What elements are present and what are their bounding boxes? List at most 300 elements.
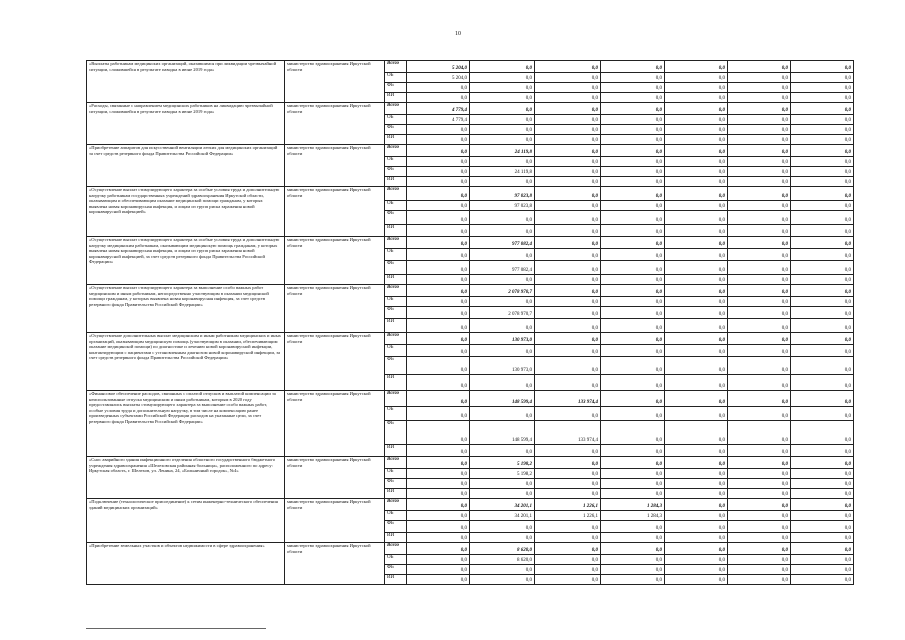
amount-cell: 0,0 [665,145,728,157]
amount-cell: 0,0 [665,479,728,489]
amount-cell: 0,0 [728,83,791,93]
amount-cell: 0,0 [791,261,854,275]
amount-cell: 34 201,1 [470,511,535,521]
amount-cell: 0,0 [665,533,728,543]
amount-cell: 0,0 [728,319,791,333]
program-executor: министерство здравоохранения Иркутской области [285,333,385,391]
amount-cell: 0,0 [470,135,535,145]
amount-cell: 0,0 [407,167,470,177]
amount-cell: 8 620,0 [470,555,535,565]
amount-cell: 0,0 [407,457,470,469]
program-description: «Подключение (технологическое присоединение) к сетям инженерно-технического обеспечения зданий медицинских организаций» [87,499,285,543]
table-row [87,543,854,555]
amount-cell: 0,0 [601,575,665,585]
amount-cell: 0,0 [535,469,601,479]
amount-cell: 0,0 [791,201,854,211]
amount-cell: 0,0 [601,201,665,211]
amount-cell: 133 974,4 [535,391,601,407]
amount-cell: 0,0 [665,73,728,83]
amount-cell: 0,0 [470,83,535,93]
funding-source: ФБ [385,479,407,489]
amount-cell: 0,0 [791,489,854,499]
amount-cell: 0,0 [665,319,728,333]
amount-cell: 0,0 [601,187,665,201]
amount-cell: 0,0 [665,125,728,135]
amount-cell: 0,0 [665,407,728,421]
funding-source: ОБ [385,511,407,521]
amount-cell: 0,0 [470,297,535,307]
amount-cell: 0,0 [407,225,470,237]
funding-source: Всего [385,237,407,249]
amount-cell: 0,0 [535,275,601,285]
amount-cell: 0,0 [665,499,728,511]
program-description: «Осуществление выплат стимулирующего характера за особые условия труда и дополнительную нагрузку медицинским работникам, оказывающим медицинскую помощь гражданам, у которых выявлена новая коронавирусная инфекция, и лицам из групп риска заражения новой коронавирусной инфекцией, за счет средств резервного фонда Правительства Российской Федерации» [87,237,285,285]
amount-cell: 1 226,1 [535,499,601,511]
amount-cell: 0,0 [665,543,728,555]
amount-cell: 0,0 [535,357,601,375]
amount-cell: 2 078 970,7 [470,285,535,297]
amount-cell: 0,0 [791,469,854,479]
amount-cell: 0,0 [601,521,665,533]
amount-cell: 0,0 [665,211,728,225]
funding-source: ИИ [385,375,407,391]
amount-cell: 0,0 [535,489,601,499]
amount-cell: 0,0 [601,157,665,167]
program-description: «Осуществление выплат стимулирующего характера за выполнение особо важных работ медицинским и иным работникам, непосредственно участвующим в оказании медицинской помощи гражданам, у которых выявлена новая коронавирусная инфекция, за счет средств резервного фонда Правительства Российской Федерации» [87,285,285,333]
amount-cell: 0,0 [728,575,791,585]
amount-cell: 0,0 [407,135,470,145]
amount-cell: 0,0 [791,167,854,177]
program-description: «Выплаты работникам медицинских организаций, оказавшимся при ликвидации чрезвычайной ситуации, сложившейся в результате паводка в июне 2019 года» [87,61,285,103]
amount-cell: 0,0 [665,249,728,261]
program-description: «Приобретение земельных участков и объектов недвижимости в сфере здравоохранения» [87,543,285,585]
amount-cell: 0,0 [601,103,665,115]
amount-cell: 0,0 [407,249,470,261]
amount-cell: 0,0 [535,555,601,565]
amount-cell: 0,0 [728,565,791,575]
funding-source: ФБ [385,521,407,533]
amount-cell: 0,0 [665,457,728,469]
amount-cell: 0,0 [728,511,791,521]
amount-cell: 0,0 [728,357,791,375]
amount-cell: 0,0 [601,125,665,135]
amount-cell: 0,0 [470,565,535,575]
amount-cell: 0,0 [470,521,535,533]
amount-cell: 97 023,8 [470,187,535,201]
amount-cell: 0,0 [728,445,791,457]
table-row [87,61,854,73]
amount-cell: 0,0 [470,345,535,357]
amount-cell: 0,0 [601,177,665,187]
amount-cell: 0,0 [728,297,791,307]
amount-cell: 0,0 [601,479,665,489]
amount-cell: 0,0 [665,177,728,187]
amount-cell: 0,0 [791,555,854,565]
program-description: «Финансовое обеспечение расходов, связанных с оплатой отпусков и выплатой компенсации за неиспользованные отпуска медицинским и иным работникам, которым в 2020 году предоставлялись выплаты стимулирующего характера за выполнение особо важных работ, особые условия труда и дополнительную нагрузку, в том числе на компенсацию ранее произведенных субъектами Российской Федерации расходов на указанные цели, за счет резервного фонда Правительства Российской Федерации» [87,391,285,457]
amount-cell: 0,0 [407,275,470,285]
table-row [87,391,854,407]
amount-cell: 0,0 [665,575,728,585]
amount-cell: 0,0 [601,469,665,479]
funding-source: ОБ [385,157,407,167]
amount-cell: 0,0 [470,445,535,457]
amount-cell: 0,0 [601,73,665,83]
funding-source: ОБ [385,555,407,565]
amount-cell: 133 974,4 [535,421,601,445]
table-row [87,145,854,157]
amount-cell: 0,0 [665,469,728,479]
amount-cell: 977 082,4 [470,237,535,249]
funding-source: Всего [385,61,407,73]
amount-cell: 0,0 [601,565,665,575]
funding-source: ИИ [385,319,407,333]
table-row [87,333,854,345]
amount-cell: 0,0 [728,135,791,145]
program-description: «Осуществление выплат стимулирующего характера за особые условия труда и дополнительную нагрузку работникам государственных учреждений здравоохранения Иркутской области, оказывающим и обеспечивающим оказание медицинской помощи гражданам, у которых выявлена новая коронавирусная инфекция, и лицам из групп риска заражения новой коронавирусной инфекцией» [87,187,285,237]
amount-cell: 0,0 [791,275,854,285]
amount-cell: 0,0 [665,275,728,285]
amount-cell: 0,0 [470,319,535,333]
amount-cell: 0,0 [601,375,665,391]
amount-cell: 0,0 [470,211,535,225]
amount-cell: 0,0 [791,103,854,115]
table-row [87,237,854,249]
funding-source: ОБ [385,249,407,261]
amount-cell: 0,0 [665,307,728,319]
funding-source: ИИ [385,225,407,237]
amount-cell: 0,0 [791,375,854,391]
amount-cell: 0,0 [470,61,535,73]
amount-cell: 0,0 [535,285,601,297]
amount-cell: 0,0 [665,333,728,345]
amount-cell: 0,0 [665,61,728,73]
amount-cell: 0,0 [665,565,728,575]
funding-source: ИИ [385,275,407,285]
amount-cell: 0,0 [470,407,535,421]
amount-cell: 0,0 [791,297,854,307]
amount-cell: 0,0 [407,565,470,575]
amount-cell: 0,0 [601,135,665,145]
amount-cell: 0,0 [470,479,535,489]
amount-cell: 0,0 [535,445,601,457]
amount-cell: 0,0 [535,83,601,93]
amount-cell: 5 198,2 [470,469,535,479]
amount-cell: 0,0 [791,421,854,445]
amount-cell: 0,0 [407,391,470,407]
funding-source: Всего [385,187,407,201]
funding-source: ИИ [385,533,407,543]
funding-source: Всего [385,457,407,469]
amount-cell: 0,0 [535,575,601,585]
funding-source: ФБ [385,307,407,319]
amount-cell: 0,0 [728,177,791,187]
amount-cell: 0,0 [407,421,470,445]
amount-cell: 0,0 [665,261,728,275]
amount-cell: 0,0 [535,145,601,157]
amount-cell: 0,0 [470,157,535,167]
amount-cell: 0,0 [601,555,665,565]
funding-source: ОБ [385,345,407,357]
amount-cell: 0,0 [601,167,665,177]
funding-source: ОБ [385,407,407,421]
amount-cell: 0,0 [728,261,791,275]
amount-cell: 0,0 [665,93,728,103]
amount-cell: 0,0 [791,225,854,237]
amount-cell: 0,0 [535,167,601,177]
amount-cell: 0,0 [791,285,854,297]
funding-source: Всего [385,285,407,297]
amount-cell: 24 119,8 [470,167,535,177]
amount-cell: 0,0 [407,555,470,565]
amount-cell: 0,0 [601,237,665,249]
amount-cell: 0,0 [665,445,728,457]
amount-cell: 0,0 [470,125,535,135]
funding-source: ИИ [385,445,407,457]
amount-cell: 5 204,0 [407,61,470,73]
funding-source: ИИ [385,489,407,499]
amount-cell: 0,0 [407,479,470,489]
amount-cell: 0,0 [601,307,665,319]
table-row [87,499,854,511]
amount-cell: 2 078 970,7 [470,307,535,319]
amount-cell: 0,0 [728,469,791,479]
amount-cell: 0,0 [665,521,728,533]
amount-cell: 0,0 [535,249,601,261]
amount-cell: 0,0 [601,445,665,457]
amount-cell: 148 599,4 [470,391,535,407]
amount-cell: 0,0 [407,357,470,375]
amount-cell: 0,0 [535,177,601,187]
amount-cell: 0,0 [665,157,728,167]
amount-cell: 0,0 [407,145,470,157]
amount-cell: 0,0 [535,319,601,333]
amount-cell: 0,0 [470,115,535,125]
amount-cell: 0,0 [728,93,791,103]
funding-source: ФБ [385,125,407,135]
funding-source: ОБ [385,73,407,83]
amount-cell: 0,0 [535,521,601,533]
amount-cell: 0,0 [601,297,665,307]
amount-cell: 0,0 [407,521,470,533]
amount-cell: 0,0 [407,93,470,103]
amount-cell: 0,0 [535,157,601,167]
amount-cell: 0,0 [470,93,535,103]
amount-cell: 0,0 [407,307,470,319]
amount-cell: 0,0 [535,115,601,125]
amount-cell: 0,0 [601,533,665,543]
amount-cell: 0,0 [728,249,791,261]
amount-cell: 130 973,0 [470,357,535,375]
funding-source: ИИ [385,135,407,145]
amount-cell: 0,0 [665,421,728,445]
funding-source: Всего [385,543,407,555]
amount-cell: 0,0 [728,115,791,125]
amount-cell: 0,0 [535,61,601,73]
amount-cell: 0,0 [535,103,601,115]
amount-cell: 0,0 [728,479,791,489]
amount-cell: 0,0 [407,187,470,201]
amount-cell: 0,0 [791,145,854,157]
amount-cell: 0,0 [601,543,665,555]
amount-cell: 0,0 [728,275,791,285]
funding-source: ФБ [385,421,407,445]
funding-source: Всего [385,499,407,511]
amount-cell: 0,0 [791,391,854,407]
amount-cell: 0,0 [535,297,601,307]
amount-cell: 0,0 [601,345,665,357]
amount-cell: 1 284,3 [601,499,665,511]
amount-cell: 0,0 [535,307,601,319]
amount-cell: 0,0 [728,125,791,135]
amount-cell: 97 023,8 [470,201,535,211]
amount-cell: 0,0 [665,167,728,177]
funding-source: ФБ [385,565,407,575]
amount-cell: 0,0 [601,421,665,445]
amount-cell: 4 779,4 [407,115,470,125]
amount-cell: 0,0 [791,93,854,103]
amount-cell: 0,0 [665,135,728,145]
amount-cell: 0,0 [535,93,601,103]
amount-cell: 0,0 [665,103,728,115]
amount-cell: 0,0 [470,249,535,261]
program-executor: министерство здравоохранения Иркутской области [285,145,385,187]
amount-cell: 0,0 [728,421,791,445]
amount-cell: 0,0 [601,83,665,93]
amount-cell: 0,0 [601,61,665,73]
amount-cell: 0,0 [728,211,791,225]
amount-cell: 0,0 [728,521,791,533]
funding-source: ИИ [385,575,407,585]
amount-cell: 0,0 [535,407,601,421]
amount-cell: 0,0 [535,457,601,469]
program-description: «Снос аварийного здания инфекционного отделения областного государственного бюджетного учреждения здравоохранения «Шелеховская районная больница», расположенного по адресу: Иркутская область, г. Шелехов, ул. Ленина, 24, «Больничный городок», №4» [87,457,285,499]
amount-cell: 0,0 [407,201,470,211]
amount-cell: 0,0 [665,187,728,201]
program-description: «Расходы, связанные с направлением медицинских работников на ликвидацию чрезвычайной ситуации, сложившейся в результате паводка в июне 2019 года» [87,103,285,145]
amount-cell: 1 284,3 [601,511,665,521]
amount-cell: 0,0 [535,211,601,225]
amount-cell: 34 201,1 [470,499,535,511]
amount-cell: 0,0 [470,489,535,499]
amount-cell: 0,0 [535,565,601,575]
amount-cell: 0,0 [665,511,728,521]
amount-cell: 0,0 [665,555,728,565]
funding-source: ФБ [385,357,407,375]
amount-cell: 0,0 [728,543,791,555]
amount-cell: 0,0 [791,521,854,533]
amount-cell: 0,0 [665,345,728,357]
amount-cell: 5 204,0 [407,73,470,83]
amount-cell: 0,0 [728,333,791,345]
amount-cell: 0,0 [470,103,535,115]
amount-cell: 0,0 [470,73,535,83]
amount-cell: 0,0 [535,345,601,357]
amount-cell: 0,0 [535,261,601,275]
amount-cell: 0,0 [407,375,470,391]
amount-cell: 0,0 [470,177,535,187]
amount-cell: 0,0 [601,225,665,237]
amount-cell: 0,0 [407,177,470,187]
amount-cell: 0,0 [728,167,791,177]
amount-cell: 130 973,0 [470,333,535,345]
amount-cell: 0,0 [728,533,791,543]
amount-cell: 0,0 [535,225,601,237]
amount-cell: 0,0 [728,285,791,297]
funding-source: ФБ [385,167,407,177]
amount-cell: 0,0 [791,187,854,201]
amount-cell: 0,0 [535,237,601,249]
amount-cell: 0,0 [407,575,470,585]
program-executor: министерство здравоохранения Иркутской области [285,61,385,103]
amount-cell: 0,0 [470,375,535,391]
amount-cell: 0,0 [535,135,601,145]
amount-cell: 0,0 [407,297,470,307]
amount-cell: 0,0 [728,73,791,83]
amount-cell: 24 119,8 [470,145,535,157]
amount-cell: 0,0 [407,211,470,225]
table-row [87,187,854,201]
amount-cell: 0,0 [728,201,791,211]
program-executor: министерство здравоохранения Иркутской области [285,285,385,333]
table-row [87,285,854,297]
amount-cell: 0,0 [601,93,665,103]
amount-cell: 0,0 [728,225,791,237]
amount-cell: 0,0 [407,157,470,167]
amount-cell: 0,0 [791,177,854,187]
amount-cell: 0,0 [791,445,854,457]
amount-cell: 0,0 [791,319,854,333]
amount-cell: 0,0 [470,533,535,543]
amount-cell: 0,0 [535,73,601,83]
amount-cell: 0,0 [791,135,854,145]
amount-cell: 0,0 [791,407,854,421]
amount-cell: 0,0 [728,391,791,407]
amount-cell: 0,0 [407,499,470,511]
program-description: «Осуществление дополнительных выплат медицинским и иным работникам медицинских и иных организаций, оказывающим медицинскую помощь (участвующим в оказании, обеспечивающим оказание медицинской помощи) по диагностике и лечению новой коронавирусной инфекции, контактирующим с пациентами с установленным диагнозом новой коронавирусной инфекции, за счет средств резервного фонда Правительства Российской Федерации» [87,333,285,391]
amount-cell: 0,0 [601,145,665,157]
amount-cell: 0,0 [728,489,791,499]
amount-cell: 0,0 [535,125,601,135]
program-executor: министерство здравоохранения Иркутской области [285,543,385,585]
amount-cell: 0,0 [791,211,854,225]
amount-cell: 0,0 [665,83,728,93]
amount-cell: 0,0 [728,375,791,391]
amount-cell: 0,0 [791,237,854,249]
amount-cell: 0,0 [728,457,791,469]
amount-cell: 0,0 [791,511,854,521]
amount-cell: 0,0 [728,237,791,249]
amount-cell: 0,0 [728,345,791,357]
amount-cell: 0,0 [601,333,665,345]
amount-cell: 0,0 [601,261,665,275]
amount-cell: 0,0 [601,115,665,125]
amount-cell: 0,0 [407,125,470,135]
amount-cell: 0,0 [407,533,470,543]
amount-cell: 0,0 [470,275,535,285]
amount-cell: 0,0 [665,391,728,407]
funding-source: ОБ [385,201,407,211]
amount-cell: 0,0 [791,83,854,93]
program-executor: министерство здравоохранения Иркутской области [285,391,385,457]
amount-cell: 0,0 [665,357,728,375]
amount-cell: 0,0 [791,249,854,261]
funding-source: ОБ [385,469,407,479]
program-executor: министерство здравоохранения Иркутской области [285,187,385,237]
amount-cell: 0,0 [407,319,470,333]
funding-source: ИИ [385,93,407,103]
amount-cell: 0,0 [407,345,470,357]
amount-cell: 0,0 [728,103,791,115]
